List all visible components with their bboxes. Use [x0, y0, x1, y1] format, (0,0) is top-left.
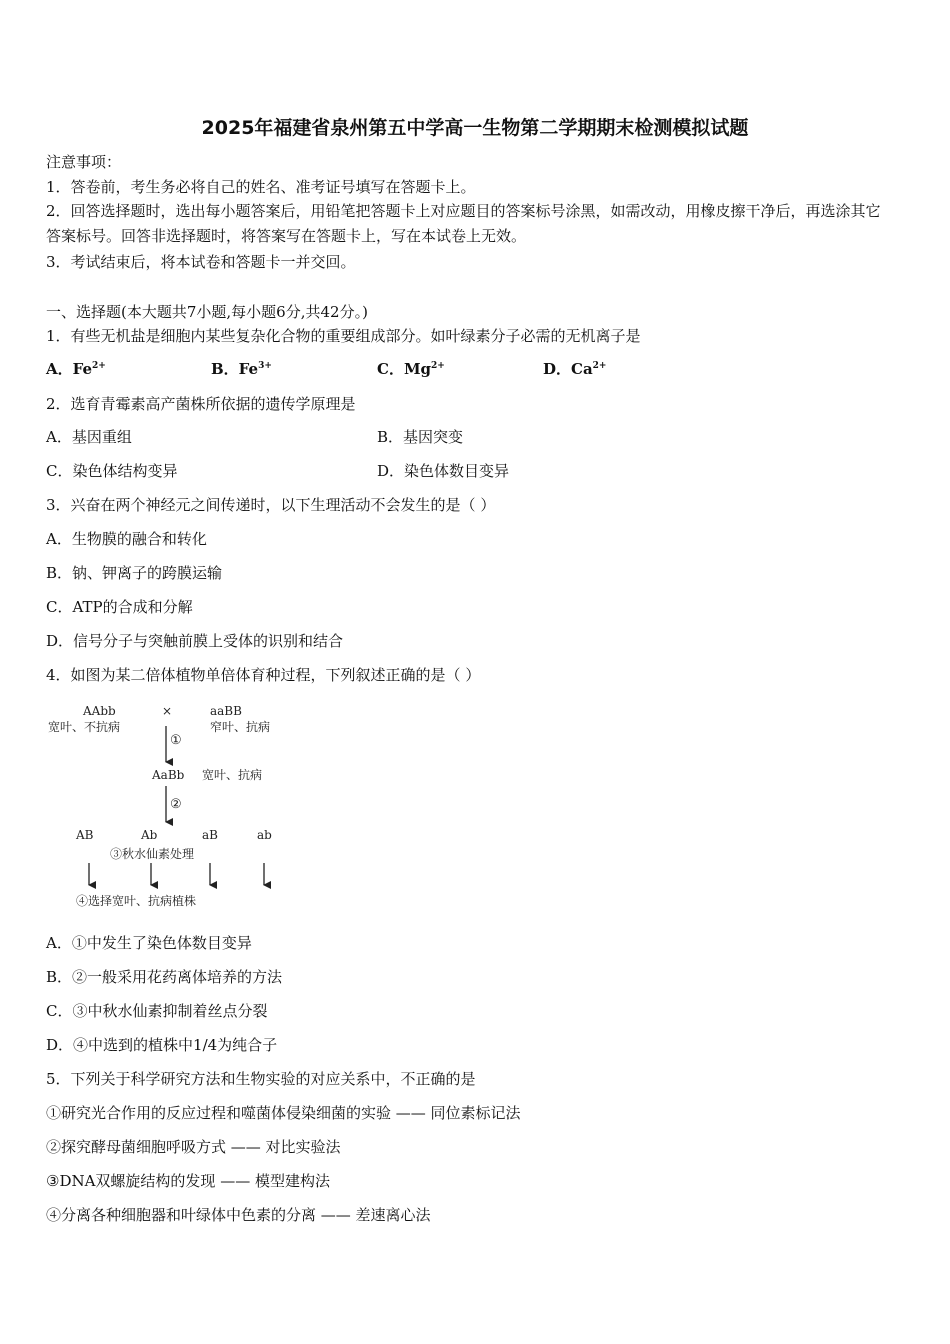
q2-option-a: A．基因重组 — [46, 428, 132, 446]
question-5-stem: 5．下列关于科学研究方法和生物实验的对应关系中，不正确的是 — [46, 1070, 476, 1088]
cross-symbol: × — [162, 704, 173, 718]
question-4-stem: 4．如图为某二倍体植物单倍体育种过程，下列叙述正确的是（ ） — [46, 666, 481, 684]
notice-heading: 注意事项： — [46, 153, 122, 171]
breeding-diagram — [40, 698, 300, 918]
q1-option-c: C．$Mg^{2+}$ — [377, 360, 445, 378]
notice-item-1: 1．答卷前，考生务必将自己的姓名、准考证号填写在答题卡上。 — [46, 178, 476, 196]
q1-option-b: B．$Fe^{3+}$ — [211, 360, 272, 378]
gamete-aB: aB — [202, 828, 218, 842]
q2-option-b: B．基因突变 — [377, 428, 464, 446]
parent1-phenotype: 宽叶、不抗病 — [48, 720, 121, 734]
q4-option-c: C．③中秋水仙素抑制着丝点分裂 — [46, 1002, 268, 1020]
q4-option-d: D．④中选到的植株中1/4为纯合子 — [46, 1036, 278, 1054]
q3-option-b: B．钠、钾离子的跨膜运输 — [46, 564, 223, 582]
f1-phenotype: 宽叶、抗病 — [202, 768, 263, 782]
parent2-phenotype: 窄叶、抗病 — [210, 720, 271, 734]
q5-item-1: ①研究光合作用的反应过程和噬菌体侵染细菌的实验 —— 同位素标记法 — [46, 1104, 521, 1122]
step1-label: ① — [170, 733, 182, 748]
q1-option-d: D．$Ca^{2+}$ — [543, 360, 607, 378]
q1-option-a: A．$Fe^{2+}$ — [46, 360, 106, 378]
question-3-stem: 3．兴奋在两个神经元之间传递时，以下生理活动不会发生的是（ ） — [46, 496, 496, 514]
step2-label: ② — [170, 797, 182, 812]
q4-option-a: A．①中发生了染色体数目变异 — [46, 934, 252, 952]
q4-option-b: B．②一般采用花药离体培养的方法 — [46, 968, 283, 986]
notice-item-2: 2．回答选择题时，选出每小题答案后，用铅笔把答题卡上对应题目的答案标号涂黑，如需改动，用橡皮擦干净后，再选涂其它答案标号。回答非选择题时，将答案写在答题卡上，写在本试卷上无效。 — [46, 202, 881, 245]
parent2-genotype: aaBB — [210, 704, 242, 718]
gamete-ab: ab — [257, 828, 272, 842]
section-heading: 一、选择题(本大题共7小题,每小题6分,共42分。) — [46, 303, 368, 321]
step4-label: ④选择宽叶、抗病植株 — [76, 894, 197, 908]
q2-option-c: C．染色体结构变异 — [46, 462, 178, 480]
gamete-AB: AB — [76, 828, 94, 842]
gamete-Ab: Ab — [141, 828, 158, 842]
q2-option-d: D．染色体数目变异 — [377, 462, 510, 480]
q3-option-a: A．生物膜的融合和转化 — [46, 530, 207, 548]
parent1-genotype: AAbb — [83, 704, 116, 718]
q3-option-c: C．ATP的合成和分解 — [46, 598, 193, 616]
q3-option-d: D．信号分子与突触前膜上受体的识别和结合 — [46, 632, 344, 650]
notice-item-3: 3．考试结束后，将本试卷和答题卡一并交回。 — [46, 253, 356, 271]
step3-label: ③秋水仙素处理 — [110, 847, 195, 861]
page-title: 2025年福建省泉州第五中学高一生物第二学期期末检测模拟试题 — [201, 117, 749, 139]
q5-item-2: ②探究酵母菌细胞呼吸方式 —— 对比实验法 — [46, 1138, 341, 1156]
question-1-stem: 1．有些无机盐是细胞内某些复杂化合物的重要组成部分。如叶绿素分子必需的无机离子是 — [46, 327, 641, 345]
f1-genotype: AaBb — [152, 768, 185, 782]
q5-item-3: ③DNA双螺旋结构的发现 —— 模型建构法 — [46, 1172, 330, 1190]
question-2-stem: 2．选育青霉素高产菌株所依据的遗传学原理是 — [46, 395, 356, 413]
q5-item-4: ④分离各种细胞器和叶绿体中色素的分离 —— 差速离心法 — [46, 1206, 431, 1224]
